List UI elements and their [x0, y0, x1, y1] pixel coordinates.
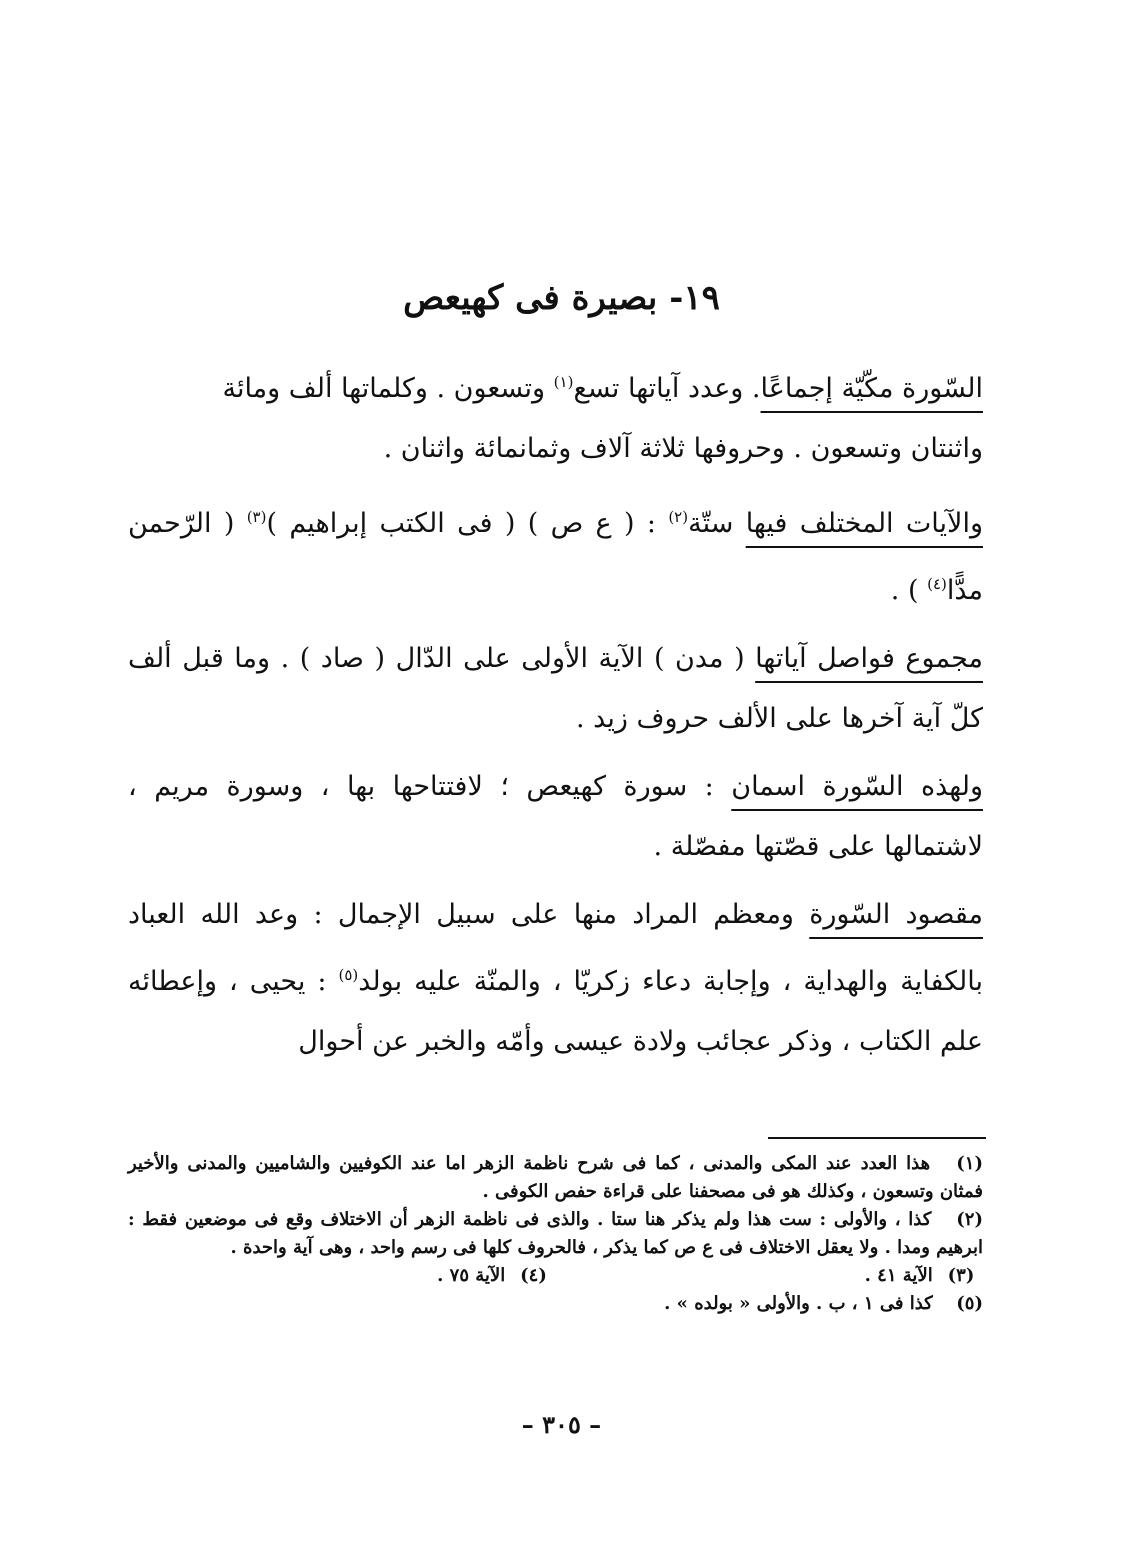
footnote-number: (١): [956, 1153, 983, 1174]
footnote-ref-3: (٣): [246, 508, 267, 526]
footnote-text: الآية ٤١ .: [864, 1265, 933, 1286]
footnote-divider: [768, 1137, 986, 1139]
paragraph-text: ) .: [890, 575, 928, 606]
paragraph-text: . وحروفها ثلاثة آلاف وثمانمائة واثنان .: [383, 433, 811, 464]
footnote-text: الآية ٧٥ .: [437, 1265, 506, 1286]
paragraph-3: [128, 629, 983, 749]
paragraph-text: ستّة: [688, 508, 746, 539]
footnote-3: [556, 1262, 984, 1290]
paragraph-2: [128, 487, 983, 621]
term-maqsud: مقصود السّورة: [809, 899, 983, 930]
footnote-5: [128, 1290, 983, 1318]
term-makkiyya: السّورة مكّيّة إجماعًا: [760, 373, 983, 404]
paragraph-5: [128, 885, 983, 1072]
footnote-number: (٤): [520, 1265, 547, 1286]
footnote-4: [128, 1262, 556, 1290]
paragraph-text: : سورة كهيعص ؛ لافتتاحها بها ، وسورة مريم ، لاشتمالها على قصّتها مفصّلة .: [128, 771, 983, 862]
footnote-text: كذا فى ١ ، ب . والأولى « بولده » .: [664, 1293, 933, 1314]
paragraph-1: [128, 352, 983, 479]
footnote-number: (٥): [956, 1293, 983, 1314]
paragraph-text: : ( ع ص ) ( فى الكتب إبراهيم ): [266, 508, 669, 539]
footnote-1: [128, 1150, 983, 1206]
main-text: [128, 352, 983, 1072]
paragraph-text: : يحيى ، وإعطائه علم الكتاب ، وذكر عجائب ولادة عيسى وأمّه والخبر عن أحوال: [128, 966, 983, 1057]
footnote-ref-2: (٢): [668, 508, 689, 526]
footnote-number: (٣): [947, 1265, 975, 1286]
paragraph-4: [128, 757, 983, 877]
footnotes: [128, 1150, 983, 1318]
footnote-ref-4: (٤): [927, 575, 947, 593]
term-ismaan: ولهذه السّورة اسمان: [731, 771, 983, 802]
footnote-2: [128, 1206, 983, 1262]
footnote-ref-5: (٥): [338, 966, 359, 984]
footnote-text: هذا العدد عند المكى والمدنى ، كما فى شرح ناظمة الزهر اما عند الكوفيين والشاميين والمدنى والأخير فمثان وتسعون ، وكذلك هو فى مصحفنا على قراءة حفص الكوفى .: [128, 1153, 983, 1202]
footnote-text: كذا ، والأولى : ست هذا ولم يذكر هنا ستا . والذى فى ناظمة الزهر أن الاختلاف وقع فى موضعين فقط : ابرهيم ومدا . ولا يعقل الاختلاف فى ع ص كما يذكر ، فالحروف كلها فى رسم واحد ، وهى آية واحدة .: [128, 1209, 983, 1258]
paragraph-text: ( الرّحمن مدًّا: [128, 508, 983, 606]
paragraph-text: ومعظم المراد منها على سبيل الإجمال : وعد الله العباد بالكفاية والهداية ، وإجابة دعاء زكريّا ، والمنّة عليه بولد: [128, 899, 983, 997]
paragraph-text: واثنتان وتسعون: [810, 433, 983, 464]
footnote-number: (٢): [956, 1209, 983, 1230]
term-fawasil: مجموع فواصل آياتها: [755, 643, 983, 674]
footnote-3-4: [128, 1262, 983, 1290]
paragraph-text: . وعدد آياتها تسع: [573, 373, 761, 404]
paragraph-text: وتسعون . وكلماتها ألف ومائة: [222, 373, 554, 404]
chapter-heading: ١٩- بصيرة فى كهيعص: [403, 278, 720, 318]
paragraph-text: ( مدن ) الآية الأولى على الدّال ( صاد ) . وما قبل ألف كلّ آية آخرها على الألف حروف زيد .: [128, 643, 983, 734]
page-number: – ٣٠٥ –: [521, 1410, 602, 1439]
footnote-ref-1: (١): [553, 373, 574, 391]
term-mukhtalaf: والآيات المختلف فيها: [745, 508, 983, 539]
